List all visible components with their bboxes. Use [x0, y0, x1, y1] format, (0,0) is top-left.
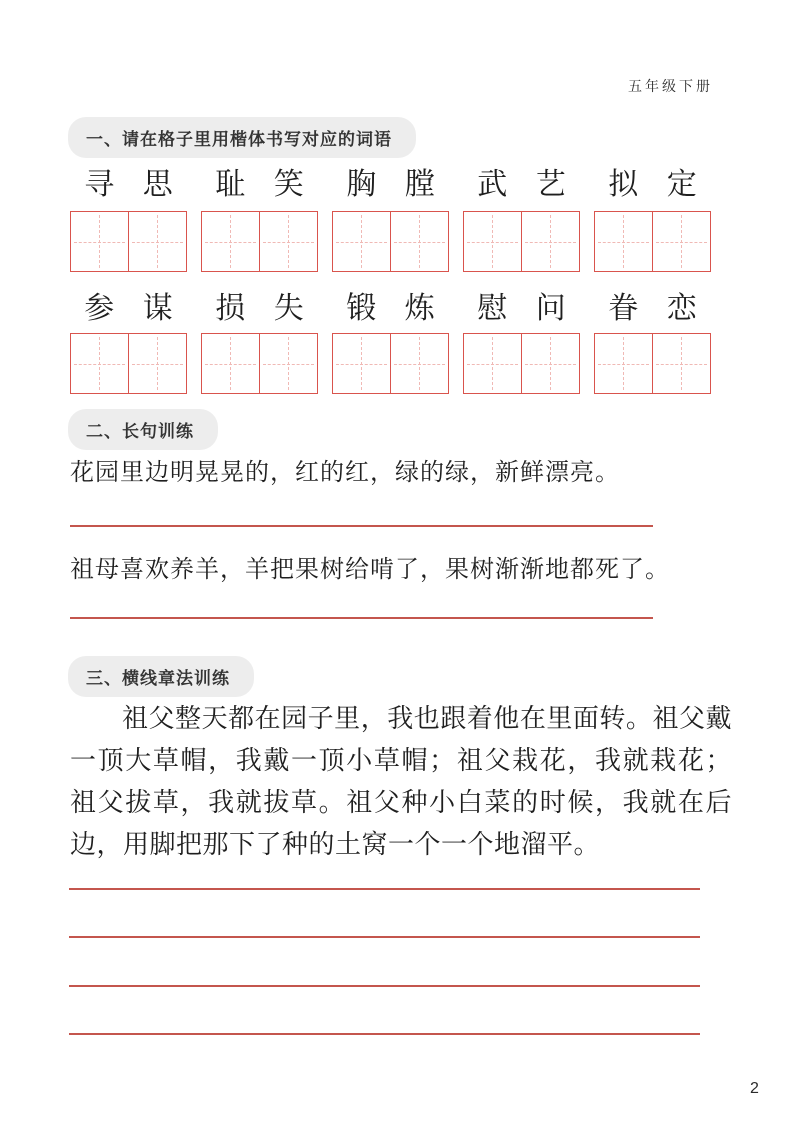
- grid-cell: [464, 334, 522, 393]
- grid-pair: [332, 333, 449, 394]
- section1-title: 一、请在格子里用楷体书写对应的词语: [68, 117, 416, 158]
- word-pair: [332, 290, 449, 328]
- grid-cell: [391, 334, 449, 393]
- section3-title: 三、横线章法训练: [68, 656, 254, 697]
- grid-cell: [653, 334, 711, 393]
- grid-pair: [70, 211, 187, 272]
- word-char: 锻: [346, 291, 377, 326]
- word-char: 眷: [608, 291, 639, 326]
- writing-line-4: [69, 1033, 700, 1035]
- grid-cell: [522, 212, 580, 271]
- grid-pair: [594, 211, 711, 272]
- practice-grid-row-2: [70, 333, 725, 394]
- word-char: 恋: [666, 291, 697, 326]
- model-sentence-2: 祖母喜欢养羊，羊把果树给啃了，果树渐渐地都死了。: [70, 555, 670, 583]
- word-char: 失: [273, 291, 304, 326]
- grid-pair: [594, 333, 711, 394]
- word-char: 问: [535, 291, 566, 326]
- page-number: 2: [750, 1080, 759, 1097]
- grid-cell: [71, 212, 129, 271]
- grid-pair: [201, 333, 318, 394]
- word-char: 艺: [535, 167, 566, 202]
- word-char: 笑: [273, 167, 304, 202]
- word-char: 膛: [404, 167, 435, 202]
- word-row-2: [70, 290, 725, 328]
- grid-pair: [463, 211, 580, 272]
- model-paragraph: 祖父整天都在园子里，我也跟着他在里面转。祖父戴一顶大草帽，我戴一顶小草帽；祖父栽花，我就栽花；祖父拔草，我就拔草。祖父种小白菜的时候，我就在后边，用脚把那下了种的土窝一个一个地溜平。: [70, 704, 732, 860]
- grid-cell: [653, 212, 711, 271]
- word-row-1: [70, 166, 725, 204]
- writing-line-2: [69, 936, 700, 938]
- word-char: 慰: [477, 291, 508, 326]
- word-char: 损: [215, 291, 246, 326]
- grid-pair: [201, 211, 318, 272]
- grid-cell: [595, 212, 653, 271]
- word-char: 参: [84, 291, 115, 326]
- word-pair: [594, 166, 711, 204]
- grid-cell: [71, 334, 129, 393]
- booklet-title: 五年级下册: [628, 79, 713, 95]
- answer-line-1: [70, 525, 653, 527]
- word-char: 寻: [84, 167, 115, 202]
- word-pair: [70, 290, 187, 328]
- grid-cell: [333, 212, 391, 271]
- section2-title: 二、长句训练: [68, 409, 218, 450]
- grid-cell: [333, 334, 391, 393]
- grid-cell: [129, 212, 187, 271]
- grid-pair: [463, 333, 580, 394]
- writing-line-1: [69, 888, 700, 890]
- word-char: 拟: [608, 167, 639, 202]
- word-char: 武: [477, 167, 508, 202]
- grid-cell: [595, 334, 653, 393]
- word-char: 炼: [404, 291, 435, 326]
- grid-cell: [202, 212, 260, 271]
- grid-pair: [332, 211, 449, 272]
- word-char: 谋: [142, 291, 173, 326]
- word-pair: [332, 166, 449, 204]
- practice-grid-row-1: [70, 211, 725, 272]
- word-char: 定: [666, 167, 697, 202]
- model-sentence-1: 花园里边明晃晃的，红的红，绿的绿，新鲜漂亮。: [70, 458, 620, 486]
- answer-line-2: [70, 617, 653, 619]
- writing-line-3: [69, 985, 700, 987]
- word-char: 胸: [346, 167, 377, 202]
- word-pair: [70, 166, 187, 204]
- word-pair: [463, 166, 580, 204]
- grid-cell: [260, 334, 318, 393]
- grid-cell: [522, 334, 580, 393]
- grid-cell: [260, 212, 318, 271]
- word-char: 耻: [215, 167, 246, 202]
- grid-cell: [464, 212, 522, 271]
- grid-pair: [70, 333, 187, 394]
- grid-cell: [202, 334, 260, 393]
- word-pair: [201, 166, 318, 204]
- word-pair: [201, 290, 318, 328]
- word-pair: [594, 290, 711, 328]
- word-pair: [463, 290, 580, 328]
- grid-cell: [391, 212, 449, 271]
- word-char: 思: [142, 167, 173, 202]
- grid-cell: [129, 334, 187, 393]
